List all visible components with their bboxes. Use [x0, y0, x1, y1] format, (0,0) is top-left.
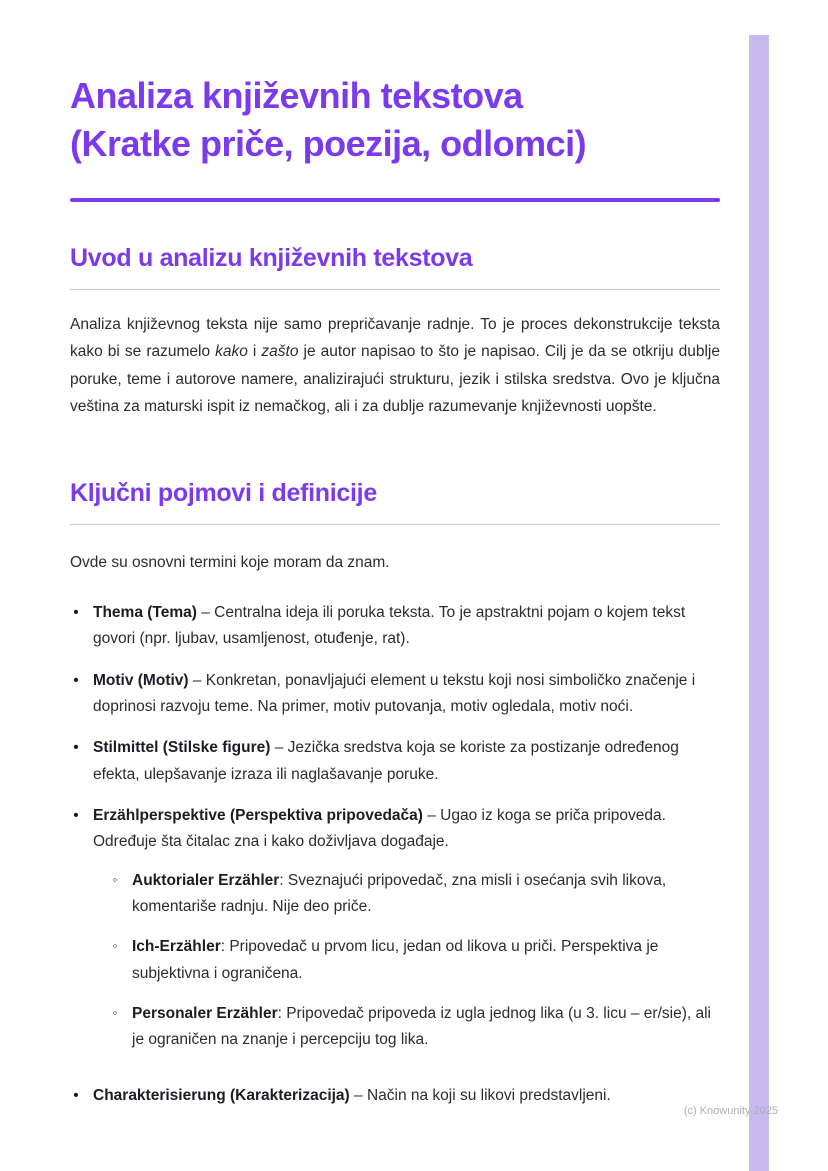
bullet-icon: •: [73, 806, 79, 824]
term-definition: – Jezička sredstva koja se koriste za postizanje određenog efekta, ulepšavanje izraza ili naglašavanje poruke.: [93, 739, 679, 783]
circle-bullet-icon: ◦: [112, 871, 118, 887]
page-title: Analiza književnih tekstova (Kratke priče, poezija, odlomci): [70, 75, 587, 164]
bullet-icon: •: [73, 1086, 79, 1104]
bullet-icon: •: [73, 603, 79, 621]
list-item: [70, 803, 720, 1068]
footer-credit: (c) Knowunity 2025: [683, 1105, 778, 1117]
list-item-text: [93, 803, 720, 1068]
term-name: Personaler Erzähler: [132, 1004, 278, 1022]
term-name: Auktorialer Erzähler: [132, 871, 280, 889]
sub-list-item-text: [132, 934, 720, 987]
sub-list-item: [109, 868, 720, 921]
term-name: Stilmittel (Stilske figure): [93, 739, 271, 757]
list-item-text: [93, 600, 720, 653]
heading-underline: [70, 524, 720, 525]
term-name: Motiv (Motiv): [93, 671, 189, 689]
list-item-text: [93, 735, 720, 788]
intro-section-heading: Uvod u analizu književnih tekstova: [70, 243, 473, 272]
list-item: [70, 735, 720, 788]
term-definition: : Pripovedač pripoveda iz ugla jednog lika (u 3. licu – er/sie), ali je ograničen na znanje i percepciju tog lika.: [132, 1004, 711, 1049]
list-item: [70, 600, 720, 653]
list-item: [70, 1083, 720, 1109]
sub-list-item-text: [132, 868, 720, 921]
list-item-text: [93, 668, 720, 721]
sub-term-list: [109, 868, 720, 1054]
paragraph-text: je autor napisao to što je napisao. Cilj je da se otkriju dublje poruke, teme i autorove namere, analizirajući strukturu, jezik i stilska sredstva. Ovo je ključna veština za maturski ispit iz nemačkog, ali i za dublje razumevanje književnosti uopšte.: [70, 343, 720, 416]
terms-lead-text: Ovde su osnovni termini koje moram da znam.: [70, 554, 390, 572]
paragraph-text: i: [247, 343, 262, 361]
italic-word-zasto: zašto: [261, 343, 299, 361]
term-definition: – Način na koji su likovi predstavljeni.: [349, 1086, 611, 1104]
term-list: [70, 600, 720, 1109]
bullet-icon: •: [73, 739, 79, 757]
list-item: [70, 668, 720, 721]
italic-word-kako: kako: [215, 343, 248, 361]
section-intro: [70, 244, 720, 421]
term-definition: – Konkretan, ponavljajući element u tekstu koji nosi simboličko značenje i doprinosi razvoju teme. Na primer, motiv putovanja, motiv ogledala, motiv noći.: [93, 671, 696, 715]
title-divider: [70, 198, 720, 202]
sub-list-item: [109, 934, 720, 987]
sub-list-item-text: [132, 1001, 720, 1054]
bullet-icon: •: [73, 671, 79, 689]
term-name: Thema (Tema): [93, 603, 197, 621]
section-key-terms: [70, 479, 720, 1109]
list-item-text: [93, 1083, 611, 1109]
circle-bullet-icon: ◦: [112, 938, 118, 954]
intro-paragraph: [70, 311, 720, 421]
heading-underline: [70, 289, 720, 290]
paragraph-text: Analiza književnog teksta nije samo prepričavanje radnje. To je proces dekonstrukcije teksta kako bi se razumelo: [70, 315, 720, 361]
term-definition: – Ugao iz koga se priča pripoveda. Određuje šta čitalac zna i kako doživljava događaje.: [93, 806, 666, 851]
term-name: Ich-Erzähler: [132, 938, 221, 956]
term-definition: – Centralna ideja ili poruka teksta. To je apstraktni pojam o kojem tekst govori (npr. ljubav, usamljenost, otuđenje, rat).: [93, 603, 686, 648]
terms-section-heading: Ključni pojmovi i definicije: [70, 479, 377, 508]
circle-bullet-icon: ◦: [112, 1004, 118, 1020]
term-definition: : Sveznajući pripovedač, zna misli i osećanja svih likova, komentariše radnju. Nije deo priče.: [132, 871, 667, 915]
sub-list-item: [109, 1001, 720, 1054]
term-name: Erzählperspektive (Perspektiva pripovedača): [93, 806, 423, 824]
term-name: Charakterisierung (Karakterizacija): [93, 1086, 350, 1104]
term-definition: : Pripovedač u prvom licu, jedan od likova u priči. Perspektiva je subjektivna i ograničena.: [132, 938, 659, 982]
